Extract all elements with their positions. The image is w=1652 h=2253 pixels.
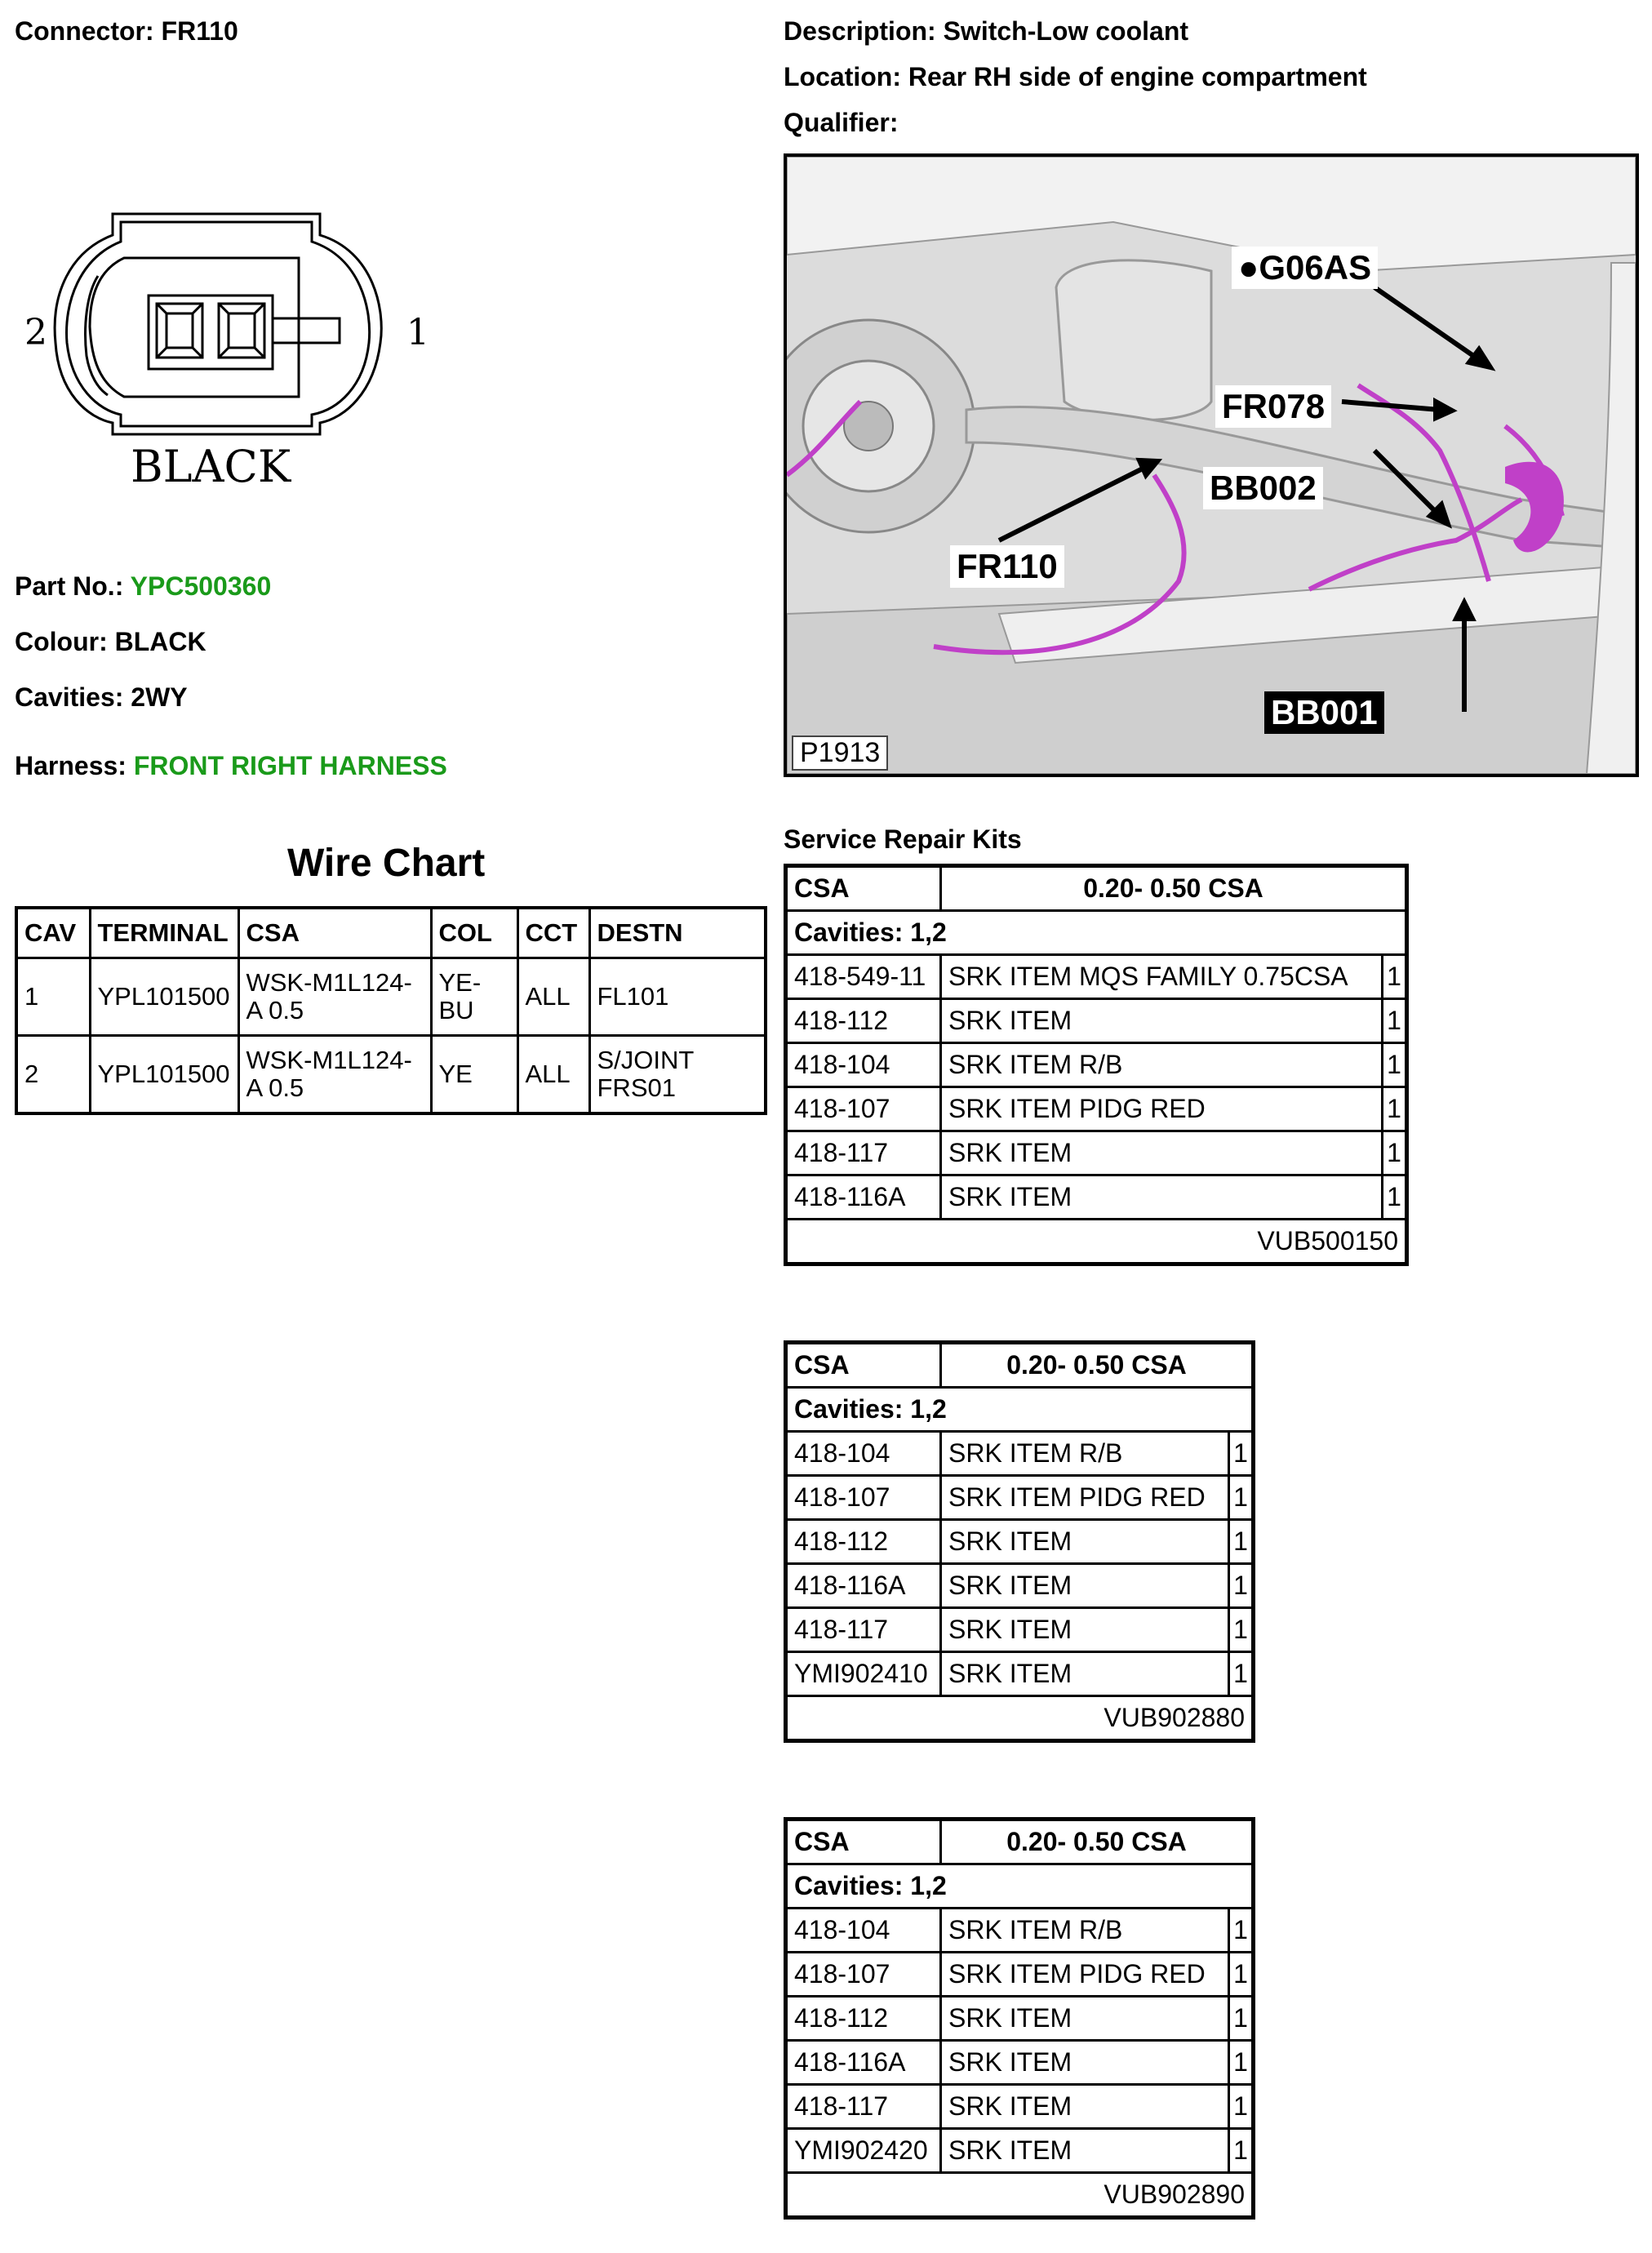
- kit-item-desc: SRK ITEM PIDG RED: [941, 1476, 1229, 1520]
- kit-item-desc: SRK ITEM: [941, 999, 1383, 1043]
- colour-line: [15, 627, 206, 657]
- kit-csa-value: 0.20- 0.50 CSA: [941, 1820, 1254, 1864]
- kit-item-desc: SRK ITEM: [941, 1175, 1383, 1220]
- col-cav: CAV: [16, 908, 90, 958]
- kit-footer-row: [786, 1696, 1254, 1741]
- pin-1-label: 1: [406, 312, 429, 353]
- kit-item-part: 418-112: [786, 1997, 941, 2041]
- kit-item-part: 418-116A: [786, 1175, 941, 1220]
- kit-cavities: Cavities: 1,2: [786, 1388, 1254, 1432]
- kit-item-qty: 1: [1383, 999, 1407, 1043]
- kit-item-qty: 1: [1229, 2041, 1254, 2085]
- connector-heading: [15, 16, 238, 47]
- col-col: COL: [431, 908, 517, 958]
- kit-csa-label: CSA: [786, 1343, 941, 1388]
- kit-item-qty: 1: [1229, 1564, 1254, 1608]
- harness-line: [15, 751, 447, 781]
- kit-item-desc: SRK ITEM R/B: [941, 1043, 1383, 1087]
- repair-kit-table-2: [784, 1340, 1255, 1743]
- colour-value: BLACK: [114, 627, 206, 656]
- part-number-label: Part No.:: [15, 571, 124, 601]
- kit-item-part: 418-116A: [786, 1564, 941, 1608]
- cavities-line: [15, 682, 188, 713]
- kit-csa-label: CSA: [786, 866, 941, 911]
- kit-item-desc: SRK ITEM: [941, 1997, 1229, 2041]
- kit-item-qty: 1: [1229, 1432, 1254, 1476]
- callout-g06as-text: G06AS: [1259, 248, 1372, 287]
- cell-col: YE-BU: [431, 958, 517, 1036]
- kit-cavities: Cavities: 1,2: [786, 1864, 1254, 1909]
- callout-bb001: BB001: [1264, 691, 1384, 734]
- description-line: [784, 16, 1188, 47]
- kit-cavities: Cavities: 1,2: [786, 911, 1407, 955]
- kit-header-row: [786, 866, 1407, 911]
- kit-item-qty: 1: [1229, 2085, 1254, 2129]
- cell-terminal: YPL101500: [90, 1036, 238, 1114]
- cell-csa: WSK-M1L124-A 0.5: [238, 1036, 431, 1114]
- kit-cavities-row: [786, 1864, 1254, 1909]
- callout-fr110: FR110: [950, 545, 1064, 588]
- kit-item-qty: 1: [1229, 1997, 1254, 2041]
- table-row: [786, 999, 1407, 1043]
- cell-cct: ALL: [517, 1036, 589, 1114]
- harness-label: Harness:: [15, 751, 127, 780]
- table-row: [786, 1131, 1407, 1175]
- connector-face-diagram: [8, 204, 449, 506]
- kit-item-desc: SRK ITEM MQS FAMILY 0.75CSA: [941, 955, 1383, 999]
- kit-item-qty: 1: [1229, 1652, 1254, 1696]
- kit-item-qty: 1: [1229, 1953, 1254, 1997]
- part-number-line: [15, 571, 271, 602]
- kit-footer-row: [786, 1220, 1407, 1264]
- kit-item-part: YMI902410: [786, 1652, 941, 1696]
- connector-color-label: BLACK: [131, 441, 291, 492]
- table-row: [786, 1909, 1254, 1953]
- cell-destn: FL101: [589, 958, 766, 1036]
- location-line: [784, 62, 1367, 92]
- kit-item-qty: 1: [1383, 1087, 1407, 1131]
- kit-cavities-row: [786, 911, 1407, 955]
- kit-item-desc: SRK ITEM: [941, 1131, 1383, 1175]
- kit-item-part: 418-112: [786, 999, 941, 1043]
- kit-item-desc: SRK ITEM: [941, 1564, 1229, 1608]
- kit-item-qty: 1: [1229, 2129, 1254, 2173]
- table-row: [786, 1520, 1254, 1564]
- wire-chart-title: Wire Chart: [287, 842, 486, 885]
- col-csa: CSA: [238, 908, 431, 958]
- kit-item-qty: 1: [1383, 955, 1407, 999]
- table-row: [786, 1043, 1407, 1087]
- cavities-label: Cavities:: [15, 682, 124, 712]
- kit-csa-value: 0.20- 0.50 CSA: [941, 866, 1407, 911]
- ground-bullet-icon: ●: [1238, 248, 1259, 287]
- connector-label: Connector:: [15, 16, 154, 46]
- table-row: [16, 958, 766, 1036]
- table-row: [786, 2129, 1254, 2173]
- kit-item-part: 418-104: [786, 1043, 941, 1087]
- table-row: [786, 1087, 1407, 1131]
- kit-item-part: 418-107: [786, 1476, 941, 1520]
- kit-item-part: 418-117: [786, 1608, 941, 1652]
- kit-header-row: [786, 1343, 1254, 1388]
- callout-bb002: BB002: [1203, 467, 1323, 509]
- table-row: [786, 955, 1407, 999]
- kit-csa-value: 0.20- 0.50 CSA: [941, 1343, 1254, 1388]
- table-row: [786, 1652, 1254, 1696]
- harness-value: FRONT RIGHT HARNESS: [133, 751, 447, 780]
- connector-value: FR110: [161, 16, 238, 46]
- kit-item-desc: SRK ITEM: [941, 2085, 1229, 2129]
- location-photo: [784, 153, 1639, 777]
- kit-item-desc: SRK ITEM: [941, 1652, 1229, 1696]
- table-row: [786, 2041, 1254, 2085]
- table-row: [786, 1175, 1407, 1220]
- kit-item-desc: SRK ITEM: [941, 1520, 1229, 1564]
- table-row: [786, 1608, 1254, 1652]
- cavities-value: 2WY: [131, 682, 188, 712]
- kit-item-part: YMI902420: [786, 2129, 941, 2173]
- cell-destn: S/JOINT FRS01: [589, 1036, 766, 1114]
- cell-cav: 1: [16, 958, 90, 1036]
- table-row: [786, 1476, 1254, 1520]
- table-row: [786, 1564, 1254, 1608]
- qualifier-label: Qualifier:: [784, 108, 899, 137]
- kit-item-desc: SRK ITEM R/B: [941, 1432, 1229, 1476]
- pin-2-label: 2: [24, 312, 47, 353]
- service-repair-kits-heading: Service Repair Kits: [784, 824, 1022, 854]
- wire-chart-table: [15, 906, 767, 1115]
- colour-label: Colour:: [15, 627, 108, 656]
- kit-item-part: 418-112: [786, 1520, 941, 1564]
- cell-cct: ALL: [517, 958, 589, 1036]
- kit-csa-label: CSA: [786, 1820, 941, 1864]
- kit-item-desc: SRK ITEM PIDG RED: [941, 1953, 1229, 1997]
- kit-cavities-row: [786, 1388, 1254, 1432]
- col-destn: DESTN: [589, 908, 766, 958]
- kit-item-qty: 1: [1229, 1608, 1254, 1652]
- kit-item-qty: 1: [1383, 1175, 1407, 1220]
- cell-terminal: YPL101500: [90, 958, 238, 1036]
- repair-kit-table-3: [784, 1817, 1255, 2220]
- kit-item-qty: 1: [1229, 1909, 1254, 1953]
- location-label: Location:: [784, 62, 901, 91]
- table-row: [786, 2085, 1254, 2129]
- kit-item-part: 418-116A: [786, 2041, 941, 2085]
- cell-col: YE: [431, 1036, 517, 1114]
- kit-item-part: 418-117: [786, 1131, 941, 1175]
- kit-header-row: [786, 1820, 1254, 1864]
- col-terminal: TERMINAL: [90, 908, 238, 958]
- kit-number: VUB902890: [786, 2173, 1254, 2218]
- table-row: [786, 1432, 1254, 1476]
- kit-item-part: 418-107: [786, 1953, 941, 1997]
- kit-item-desc: SRK ITEM PIDG RED: [941, 1087, 1383, 1131]
- kit-item-part: 418-104: [786, 1909, 941, 1953]
- kit-item-qty: 1: [1229, 1520, 1254, 1564]
- location-value: Rear RH side of engine compartment: [908, 62, 1367, 91]
- kit-item-qty: 1: [1383, 1043, 1407, 1087]
- kit-number: VUB902880: [786, 1696, 1254, 1741]
- kit-item-desc: SRK ITEM: [941, 1608, 1229, 1652]
- kit-item-desc: SRK ITEM: [941, 2129, 1229, 2173]
- description-label: Description:: [784, 16, 936, 46]
- callout-fr078: FR078: [1215, 385, 1331, 428]
- description-value: Switch-Low coolant: [943, 16, 1189, 46]
- kit-number: VUB500150: [786, 1220, 1407, 1264]
- table-row: [16, 1036, 766, 1114]
- wire-chart-header-row: [16, 908, 766, 958]
- kit-item-part: 418-104: [786, 1432, 941, 1476]
- engine-bay-illustration: [787, 157, 1636, 774]
- table-row: [786, 1997, 1254, 2041]
- kit-footer-row: [786, 2173, 1254, 2218]
- callout-g06as: [1232, 247, 1378, 289]
- kit-item-desc: SRK ITEM: [941, 2041, 1229, 2085]
- repair-kit-table-1: [784, 864, 1409, 1266]
- photo-code: P1913: [792, 735, 888, 771]
- kit-item-qty: 1: [1383, 1131, 1407, 1175]
- cell-csa: WSK-M1L124-A 0.5: [238, 958, 431, 1036]
- col-cct: CCT: [517, 908, 589, 958]
- kit-item-part: 418-117: [786, 2085, 941, 2129]
- cell-cav: 2: [16, 1036, 90, 1114]
- kit-item-qty: 1: [1229, 1476, 1254, 1520]
- table-row: [786, 1953, 1254, 1997]
- part-number-value: YPC500360: [130, 571, 272, 601]
- kit-item-part: 418-107: [786, 1087, 941, 1131]
- kit-item-part: 418-549-11: [786, 955, 941, 999]
- kit-item-desc: SRK ITEM R/B: [941, 1909, 1229, 1953]
